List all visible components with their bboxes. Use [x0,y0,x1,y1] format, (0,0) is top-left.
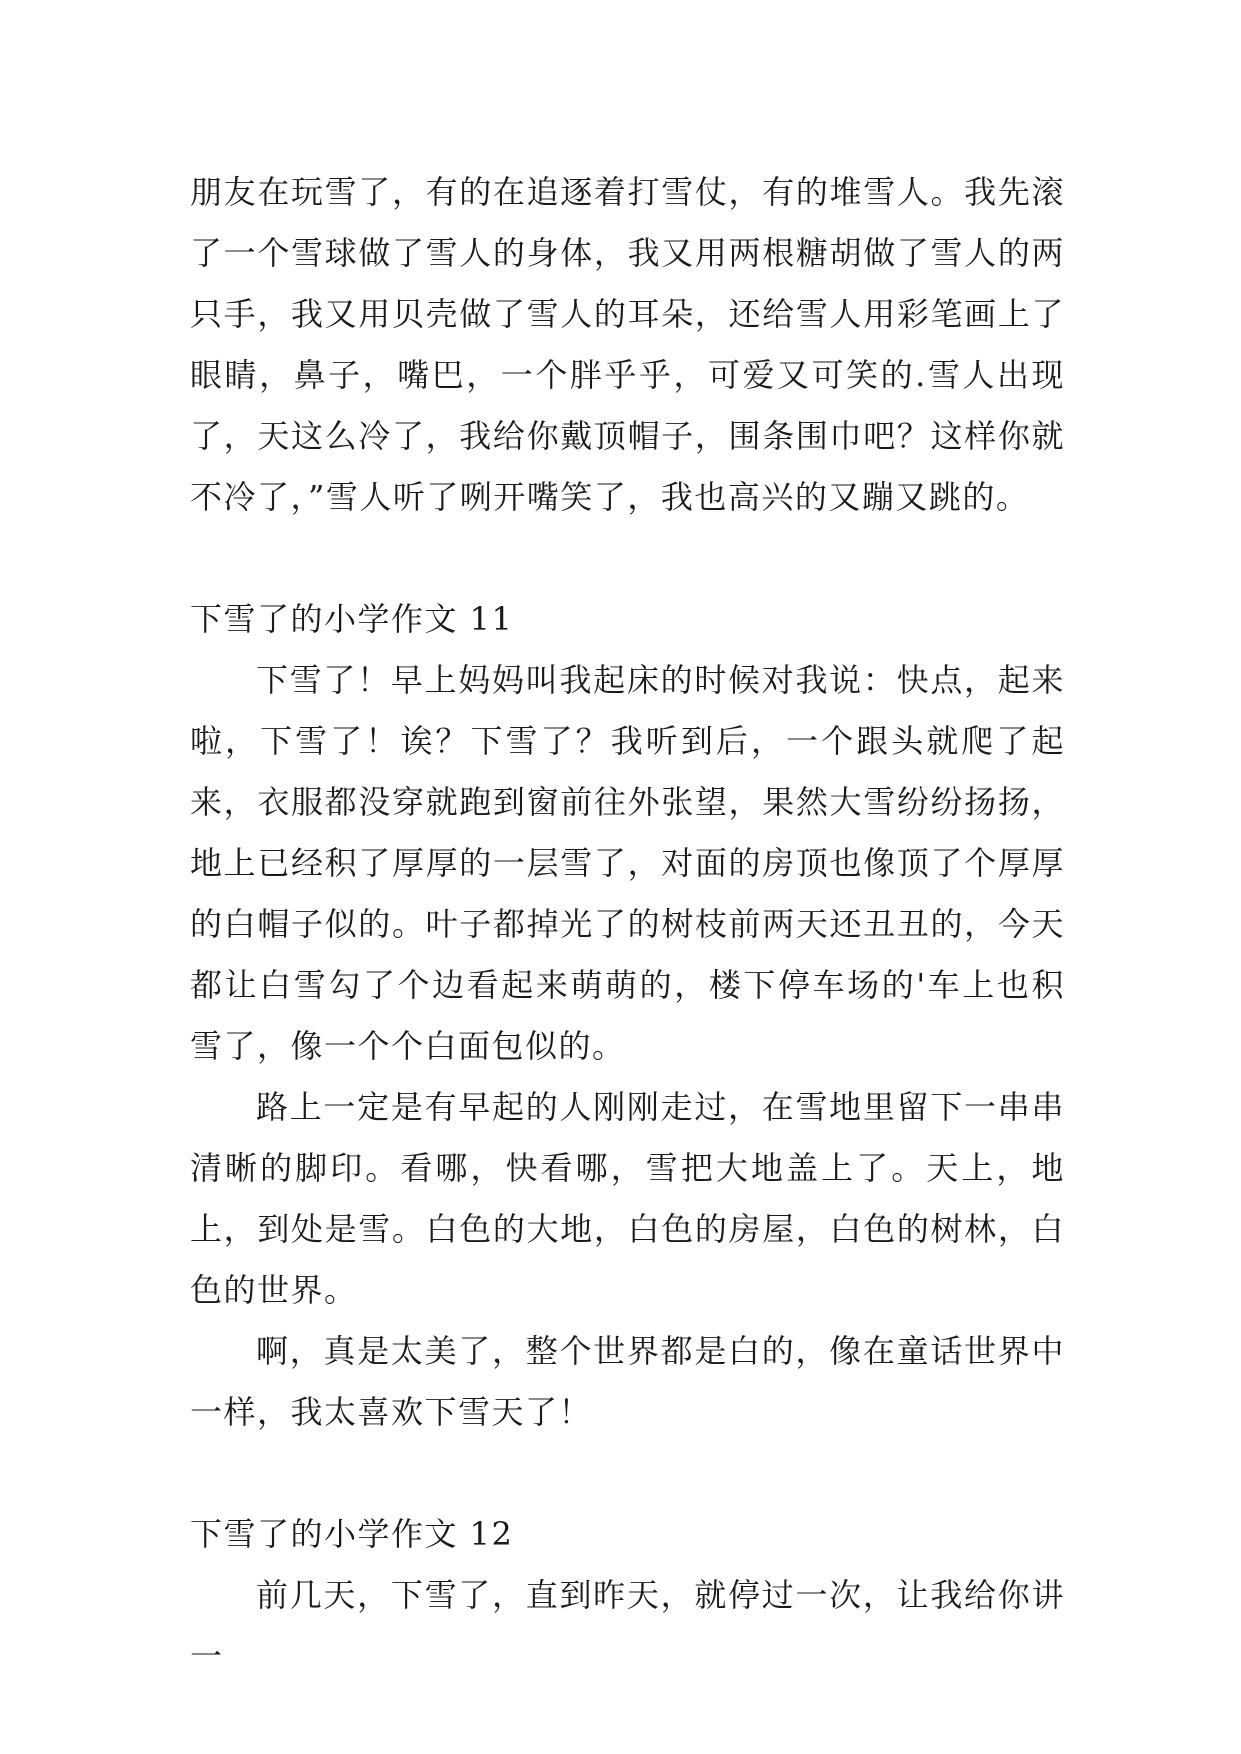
paragraph: 啊，真是太美了，整个世界都是白的，像在童话世界中一样，我太喜欢下雪天了！ [190,1332,1065,1431]
paragraph: 前几天，下雪了，直到昨天，就停过一次，让我给你讲一 [190,1576,1065,1675]
paragraph: 下雪了！早上妈妈叫我起床的时候对我说：快点，起来啦，下雪了！诶？下雪了？我听到后，一个跟头就爬了起来，衣服都没穿就跑到窗前往外张望，果然大雪纷纷扬扬，地上已经积了厚厚的一层雪了，对面的房顶也像顶了个厚厚的白帽子似的。叶子都掉光了的树枝前两天还丑丑的，今天都让白雪勾了个边看起来萌萌的，楼下停车场的'车上也积雪了，像一个个白面包似的。 [190,661,1065,1065]
paragraph: 路上一定是有早起的人刚刚走过，在雪地里留下一串串清晰的脚印。看哪，快看哪，雪把大地盖上了。天上，地上，到处是雪。白色的大地，白色的房屋，白色的树林，白色的世界。 [190,1088,1065,1309]
section-spacer [190,1443,1065,1504]
opening-paragraph: 朋友在玩雪了，有的在追逐着打雪仗，有的堆雪人。我先滚了一个雪球做了雪人的身体，我又用两根糖胡做了雪人的两只手，我又用贝壳做了雪人的耳朵，还给雪人用彩笔画上了眼睛，鼻子，嘴巴，一个胖乎乎，可爱又可笑的.雪人出现了，天这么冷了，我给你戴顶帽子，围条围巾吧？这样你就不冷了，”雪人听了咧开嘴笑了，我也高兴的又蹦又跳的。 [190,173,1065,516]
document-body [190,162,1065,1687]
section-title-12: 下雪了的小学作文 12 [190,1515,514,1553]
section-spacer [190,528,1065,589]
section-title-11: 下雪了的小学作文 11 [190,600,514,638]
